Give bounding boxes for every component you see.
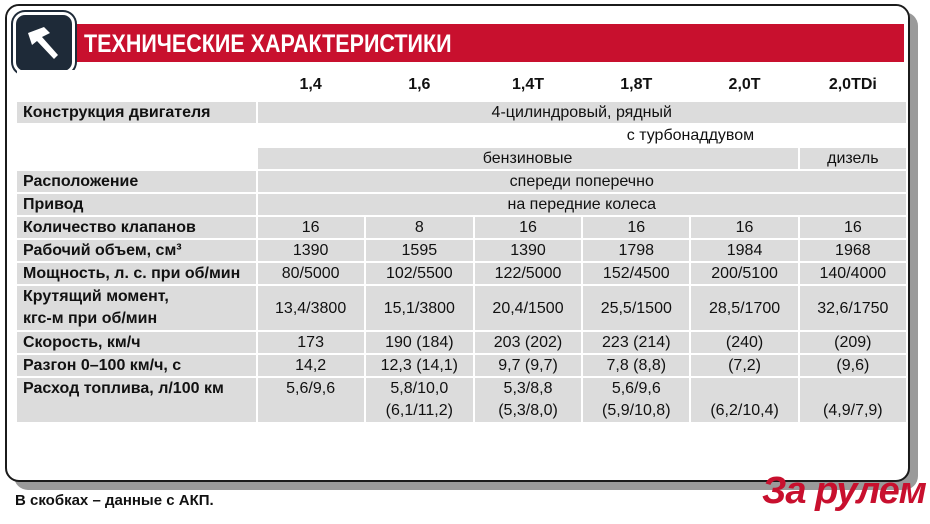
cell-line: (4,9/7,9) — [823, 402, 883, 419]
row-label: Привод — [17, 194, 256, 215]
cell-line: (5,3/8,0) — [498, 402, 558, 419]
table-cell: (7,2) — [691, 355, 797, 376]
title-bar — [62, 24, 904, 62]
header-row — [17, 70, 906, 100]
table-cell: (9,6) — [800, 355, 906, 376]
table-row — [17, 217, 906, 238]
table-row — [17, 194, 906, 215]
row-label: Расход топлива, л/100 км — [17, 378, 256, 422]
cell-line: 5,6/9,6 — [286, 380, 336, 397]
table-cell: на передние колеса — [258, 194, 907, 215]
row-label: Расположение — [17, 171, 256, 192]
row-label — [17, 148, 256, 169]
row-label — [17, 125, 256, 146]
table-cell: 14,2 — [258, 355, 364, 376]
table-row — [17, 240, 906, 261]
table-cell: 152/4500 — [583, 263, 689, 284]
table-cell: с турбонаддувом — [475, 125, 906, 146]
table-cell — [691, 378, 797, 422]
table-cell: 190 (184) — [366, 332, 473, 353]
table-cell: спереди поперечно — [258, 171, 907, 192]
table-row — [17, 125, 906, 146]
table-cell: бензиновые — [258, 148, 798, 169]
table-cell: 200/5100 — [691, 263, 797, 284]
row-label: Разгон 0–100 км/ч, с — [17, 355, 256, 376]
table-cell — [800, 378, 906, 422]
cell-line: 5,8/10,0 — [390, 380, 449, 397]
table-cell: 20,4/1500 — [475, 286, 581, 330]
table-cell: 1968 — [800, 240, 906, 261]
col-header: 1,6 — [366, 70, 473, 100]
table-cell — [258, 378, 364, 422]
cell-line: (6,1/11,2) — [385, 402, 453, 419]
header — [7, 6, 908, 66]
table-cell — [475, 378, 581, 422]
table-cell: 7,8 (8,8) — [583, 355, 689, 376]
logo — [13, 12, 75, 74]
cell-line: 5,6/9,6 — [611, 380, 661, 397]
table-cell: 80/5000 — [258, 263, 364, 284]
table-cell: 16 — [800, 217, 906, 238]
table-cell: 25,5/1500 — [583, 286, 689, 330]
row-label: Рабочий объем, см³ — [17, 240, 256, 261]
col-header: 1,4T — [475, 70, 581, 100]
table-cell: 1984 — [691, 240, 797, 261]
table-row — [17, 263, 906, 284]
table-cell: 203 (202) — [475, 332, 581, 353]
cell-line: (5,9/10,8) — [602, 402, 671, 419]
row-label: Мощность, л. с. при об/мин — [17, 263, 256, 284]
table-cell: 1798 — [583, 240, 689, 261]
table-row — [17, 378, 906, 422]
cell-line — [264, 400, 358, 422]
table-cell: 223 (214) — [583, 332, 689, 353]
table-cell: 16 — [583, 217, 689, 238]
table-cell: 8 — [366, 217, 473, 238]
table-cell: 16 — [691, 217, 797, 238]
table-row — [17, 355, 906, 376]
col-header: 1,8T — [583, 70, 689, 100]
table-cell — [366, 378, 473, 422]
table-row — [17, 332, 906, 353]
row-label: Количество клапанов — [17, 217, 256, 238]
table-cell: 140/4000 — [800, 263, 906, 284]
table-cell: 1390 — [475, 240, 581, 261]
cell-line: 5,3/8,8 — [503, 380, 553, 397]
table-cell: 12,3 (14,1) — [366, 355, 473, 376]
row-label — [17, 286, 256, 330]
spec-table — [15, 68, 908, 424]
table-cell — [583, 378, 689, 422]
row-label: Скорость, км/ч — [17, 332, 256, 353]
table-row — [17, 148, 906, 169]
hammer-icon — [24, 23, 64, 63]
table-row — [17, 102, 906, 123]
table-row — [17, 171, 906, 192]
table-cell: 4-цилиндровый, рядный — [258, 102, 907, 123]
table-cell: (240) — [691, 332, 797, 353]
row-label-line: Крутящий момент, — [23, 288, 169, 305]
table-cell: 1390 — [258, 240, 364, 261]
brand-logo: За рулем — [762, 470, 926, 512]
table-cell — [258, 125, 473, 146]
col-header: 2,0T — [691, 70, 797, 100]
spec-card — [5, 4, 910, 482]
table-cell: 122/5000 — [475, 263, 581, 284]
page-title: ТЕХНИЧЕСКИЕ ХАРАКТЕРИСТИКИ — [84, 30, 452, 58]
table-cell: 173 — [258, 332, 364, 353]
col-header: 2,0TDi — [800, 70, 906, 100]
cell-line: (6,2/10,4) — [710, 402, 779, 419]
table-cell: дизель — [800, 148, 906, 169]
footnote: В скобках – данные с АКП. — [15, 492, 214, 509]
col-header: 1,4 — [258, 70, 364, 100]
table-cell: (209) — [800, 332, 906, 353]
table-cell: 32,6/1750 — [800, 286, 906, 330]
table-cell: 102/5500 — [366, 263, 473, 284]
cell-line — [806, 378, 900, 400]
table-cell: 1595 — [366, 240, 473, 261]
row-label-line: кгс-м при об/мин — [23, 310, 158, 327]
table-cell: 16 — [258, 217, 364, 238]
table-cell: 13,4/3800 — [258, 286, 364, 330]
table-cell: 9,7 (9,7) — [475, 355, 581, 376]
table-cell: 16 — [475, 217, 581, 238]
cell-line — [697, 378, 791, 400]
table-cell: 15,1/3800 — [366, 286, 473, 330]
corner-cell — [17, 70, 256, 100]
row-label: Конструкция двигателя — [17, 102, 256, 123]
table-row — [17, 286, 906, 330]
table-cell: 28,5/1700 — [691, 286, 797, 330]
